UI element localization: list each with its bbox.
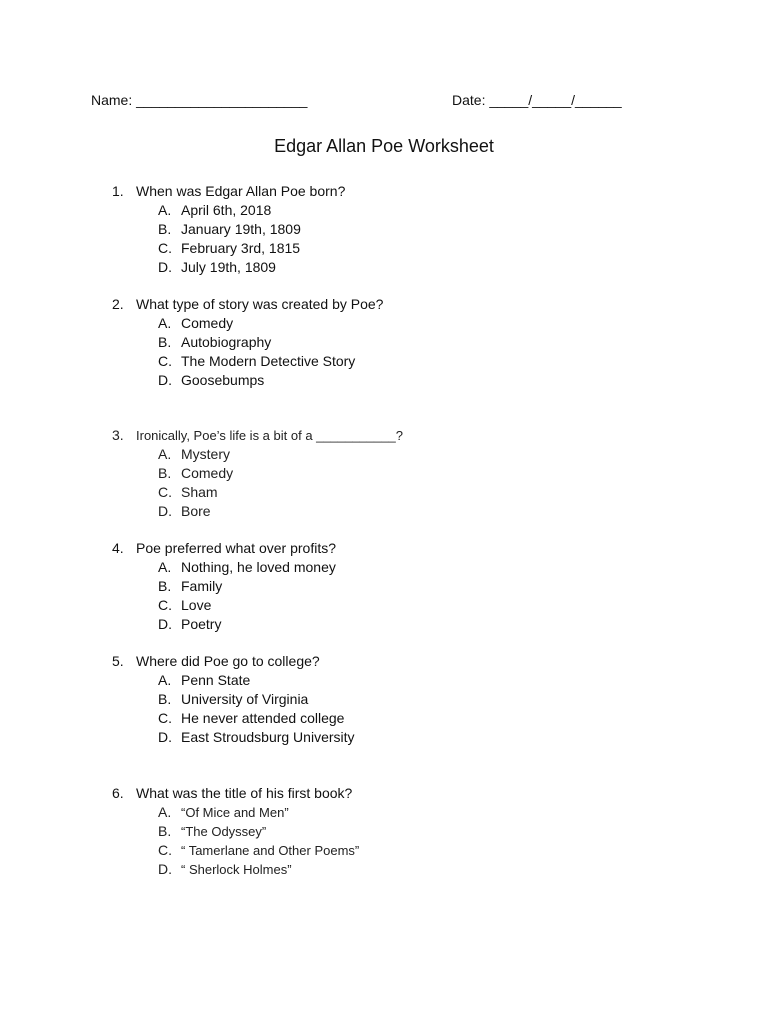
option-letter: C. [158, 842, 172, 858]
option-text: Love [181, 597, 212, 613]
option-text: January 19th, 1809 [181, 221, 301, 237]
name-line: Name: ______________________ [91, 92, 308, 108]
question-3-prompt: Ironically, Poe’s life is a bit of a ___________? [136, 428, 403, 443]
option-text: “ Tamerlane and Other Poems” [181, 843, 360, 858]
option-text: Poetry [181, 616, 222, 632]
question-5-option-d [158, 728, 672, 747]
question-1-option-c [158, 239, 672, 258]
question-6-options [112, 803, 672, 879]
question-6-number: 6. [112, 785, 124, 801]
question-4-options [112, 558, 672, 634]
option-text: East Stroudsburg University [181, 729, 355, 745]
question-4 [112, 539, 672, 634]
option-letter: D. [158, 503, 172, 519]
option-letter: A. [158, 804, 172, 820]
option-letter: C. [158, 353, 172, 369]
option-letter: B. [158, 823, 172, 839]
question-2-options [112, 314, 672, 390]
question-3-option-d [158, 502, 672, 521]
question-6-text [112, 784, 672, 803]
option-text: University of Virginia [181, 691, 309, 707]
option-letter: B. [158, 465, 172, 481]
option-letter: D. [158, 861, 172, 877]
question-5-options [112, 671, 672, 747]
option-text: February 3rd, 1815 [181, 240, 301, 256]
option-text: Comedy [181, 465, 234, 481]
question-1-prompt: When was Edgar Allan Poe born? [136, 183, 346, 199]
question-5-option-c [158, 709, 672, 728]
option-letter: D. [158, 259, 172, 275]
question-2-option-a [158, 314, 672, 333]
question-2-option-b [158, 333, 672, 352]
question-3-text [112, 426, 672, 445]
option-letter: B. [158, 221, 172, 237]
option-text: He never attended college [181, 710, 345, 726]
question-2-prompt: What type of story was created by Poe? [136, 296, 384, 312]
option-letter: D. [158, 729, 172, 745]
option-letter: C. [158, 484, 172, 500]
question-3-option-a [158, 445, 672, 464]
question-4-text [112, 539, 672, 558]
question-4-option-b [158, 577, 672, 596]
option-text: The Modern Detective Story [181, 353, 356, 369]
question-6-option-b [158, 822, 672, 841]
option-letter: A. [158, 202, 172, 218]
option-letter: D. [158, 616, 172, 632]
question-3-option-c [158, 483, 672, 502]
option-text: Autobiography [181, 334, 272, 350]
question-4-option-d [158, 615, 672, 634]
option-letter: B. [158, 578, 172, 594]
question-1-option-a [158, 201, 672, 220]
option-text: July 19th, 1809 [181, 259, 276, 275]
question-1-option-b [158, 220, 672, 239]
question-6-prompt: What was the title of his first book? [136, 785, 353, 801]
question-4-option-c [158, 596, 672, 615]
option-letter: A. [158, 672, 172, 688]
option-text: Penn State [181, 672, 251, 688]
question-5-prompt: Where did Poe go to college? [136, 653, 320, 669]
option-letter: B. [158, 334, 172, 350]
question-1-text [112, 182, 672, 201]
question-2-option-c [158, 352, 672, 371]
question-3-option-b [158, 464, 672, 483]
option-letter: D. [158, 372, 172, 388]
option-letter: C. [158, 710, 172, 726]
option-text: “Of Mice and Men” [181, 805, 289, 820]
question-4-number: 4. [112, 540, 124, 556]
option-letter: B. [158, 691, 172, 707]
option-text: April 6th, 2018 [181, 202, 272, 218]
option-text: Mystery [181, 446, 230, 462]
question-3 [112, 426, 672, 521]
worksheet-title: Edgar Allan Poe Worksheet [274, 136, 494, 156]
question-2-text [112, 295, 672, 314]
question-1 [112, 182, 672, 277]
option-text: Family [181, 578, 223, 594]
option-letter: C. [158, 240, 172, 256]
question-2-option-d [158, 371, 672, 390]
question-3-number: 3. [112, 427, 124, 443]
question-5 [112, 652, 672, 747]
option-letter: A. [158, 559, 172, 575]
option-letter: A. [158, 315, 172, 331]
question-1-number: 1. [112, 183, 124, 199]
question-6-option-c [158, 841, 672, 860]
option-text: “ Sherlock Holmes” [181, 862, 292, 877]
question-6-option-a [158, 803, 672, 822]
option-letter: C. [158, 597, 172, 613]
option-text: “The Odyssey” [181, 824, 267, 839]
question-1-options [112, 201, 672, 277]
question-3-options [112, 445, 672, 521]
question-5-option-b [158, 690, 672, 709]
question-5-option-a [158, 671, 672, 690]
question-2 [112, 295, 672, 390]
question-6-option-d [158, 860, 672, 879]
option-text: Goosebumps [181, 372, 265, 388]
option-text: Nothing, he loved money [181, 559, 336, 575]
option-text: Comedy [181, 315, 234, 331]
question-2-number: 2. [112, 296, 124, 312]
question-1-option-d [158, 258, 672, 277]
question-5-number: 5. [112, 653, 124, 669]
question-4-prompt: Poe preferred what over profits? [136, 540, 336, 556]
option-text: Sham [181, 484, 218, 500]
question-5-text [112, 652, 672, 671]
question-6 [112, 784, 672, 879]
option-text: Bore [181, 503, 211, 519]
question-4-option-a [158, 558, 672, 577]
date-line: Date: _____/_____/______ [452, 92, 622, 108]
option-letter: A. [158, 446, 172, 462]
